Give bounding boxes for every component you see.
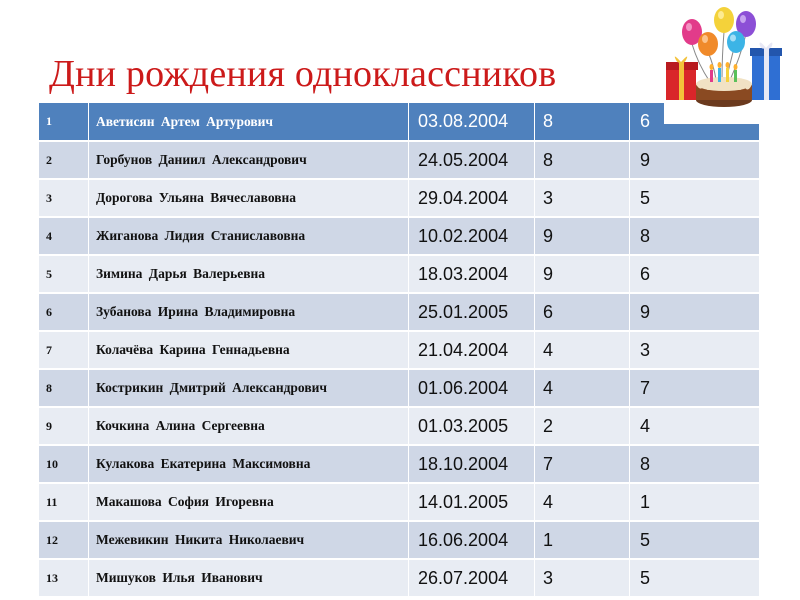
row-number: 8: [39, 369, 89, 407]
birth-date: 24.05.2004: [409, 141, 535, 179]
value-b: 5: [630, 179, 760, 217]
birth-date: 29.04.2004: [409, 179, 535, 217]
student-name: Макашова София Игоревна: [89, 483, 409, 521]
value-a: 8: [535, 103, 630, 142]
student-name: Зимина Дарья Валерьевна: [89, 255, 409, 293]
value-b: 4: [630, 407, 760, 445]
student-name: Зубанова Ирина Владимировна: [89, 293, 409, 331]
table-row: [39, 217, 760, 255]
birth-date: 01.03.2005: [409, 407, 535, 445]
value-b: 8: [630, 445, 760, 483]
table-row: [39, 293, 760, 331]
table-row: [39, 331, 760, 369]
value-a: 7: [535, 445, 630, 483]
table-row: [39, 483, 760, 521]
student-name: Кулакова Екатерина Максимовна: [89, 445, 409, 483]
student-name: Кострикин Дмитрий Александрович: [89, 369, 409, 407]
student-name: Колачёва Карина Геннадьевна: [89, 331, 409, 369]
birth-date: 10.02.2004: [409, 217, 535, 255]
student-name: Аветисян Артем Артурович: [89, 103, 409, 142]
value-a: 4: [535, 483, 630, 521]
value-a: 8: [535, 141, 630, 179]
birth-date: 25.01.2005: [409, 293, 535, 331]
birth-date: 01.06.2004: [409, 369, 535, 407]
value-a: 3: [535, 559, 630, 597]
value-b: 6: [630, 103, 760, 142]
value-b: 5: [630, 521, 760, 559]
student-name: Горбунов Даниил Александрович: [89, 141, 409, 179]
page-title: Дни рождения одноклассников: [49, 53, 557, 95]
row-number: 10: [39, 445, 89, 483]
table-row: [39, 179, 760, 217]
row-number: 3: [39, 179, 89, 217]
birth-date: 16.06.2004: [409, 521, 535, 559]
value-a: 1: [535, 521, 630, 559]
value-a: 4: [535, 331, 630, 369]
table-row: [39, 407, 760, 445]
table-row: [39, 103, 760, 142]
student-name: Жиганова Лидия Станиславовна: [89, 217, 409, 255]
row-number: 11: [39, 483, 89, 521]
student-name: Межевикин Никита Николаевич: [89, 521, 409, 559]
row-number: 2: [39, 141, 89, 179]
row-number: 6: [39, 293, 89, 331]
value-b: 7: [630, 369, 760, 407]
table-row: [39, 445, 760, 483]
value-b: 1: [630, 483, 760, 521]
value-b: 8: [630, 217, 760, 255]
value-a: 2: [535, 407, 630, 445]
birth-date: 26.07.2004: [409, 559, 535, 597]
row-number: 5: [39, 255, 89, 293]
table-row: [39, 141, 760, 179]
value-b: 3: [630, 331, 760, 369]
table-row: [39, 369, 760, 407]
student-name: Мишуков Илья Иванович: [89, 559, 409, 597]
table-row: [39, 559, 760, 597]
table-row: [39, 521, 760, 559]
student-name: Кочкина Алина Сергеевна: [89, 407, 409, 445]
value-a: 3: [535, 179, 630, 217]
value-b: 6: [630, 255, 760, 293]
row-number: 4: [39, 217, 89, 255]
value-b: 5: [630, 559, 760, 597]
value-a: 9: [535, 217, 630, 255]
value-a: 9: [535, 255, 630, 293]
row-number: 12: [39, 521, 89, 559]
row-number: 13: [39, 559, 89, 597]
birth-date: 21.04.2004: [409, 331, 535, 369]
birth-date: 03.08.2004: [409, 103, 535, 142]
birth-date: 18.10.2004: [409, 445, 535, 483]
classmates-table: [38, 102, 760, 598]
table-row: [39, 255, 760, 293]
student-name: Дорогова Ульяна Вячеславовна: [89, 179, 409, 217]
value-b: 9: [630, 141, 760, 179]
value-a: 4: [535, 369, 630, 407]
birthday-cake-icon: [664, 4, 784, 124]
value-a: 6: [535, 293, 630, 331]
birth-date: 18.03.2004: [409, 255, 535, 293]
row-number: 1: [39, 103, 89, 142]
row-number: 7: [39, 331, 89, 369]
row-number: 9: [39, 407, 89, 445]
value-b: 9: [630, 293, 760, 331]
birth-date: 14.01.2005: [409, 483, 535, 521]
